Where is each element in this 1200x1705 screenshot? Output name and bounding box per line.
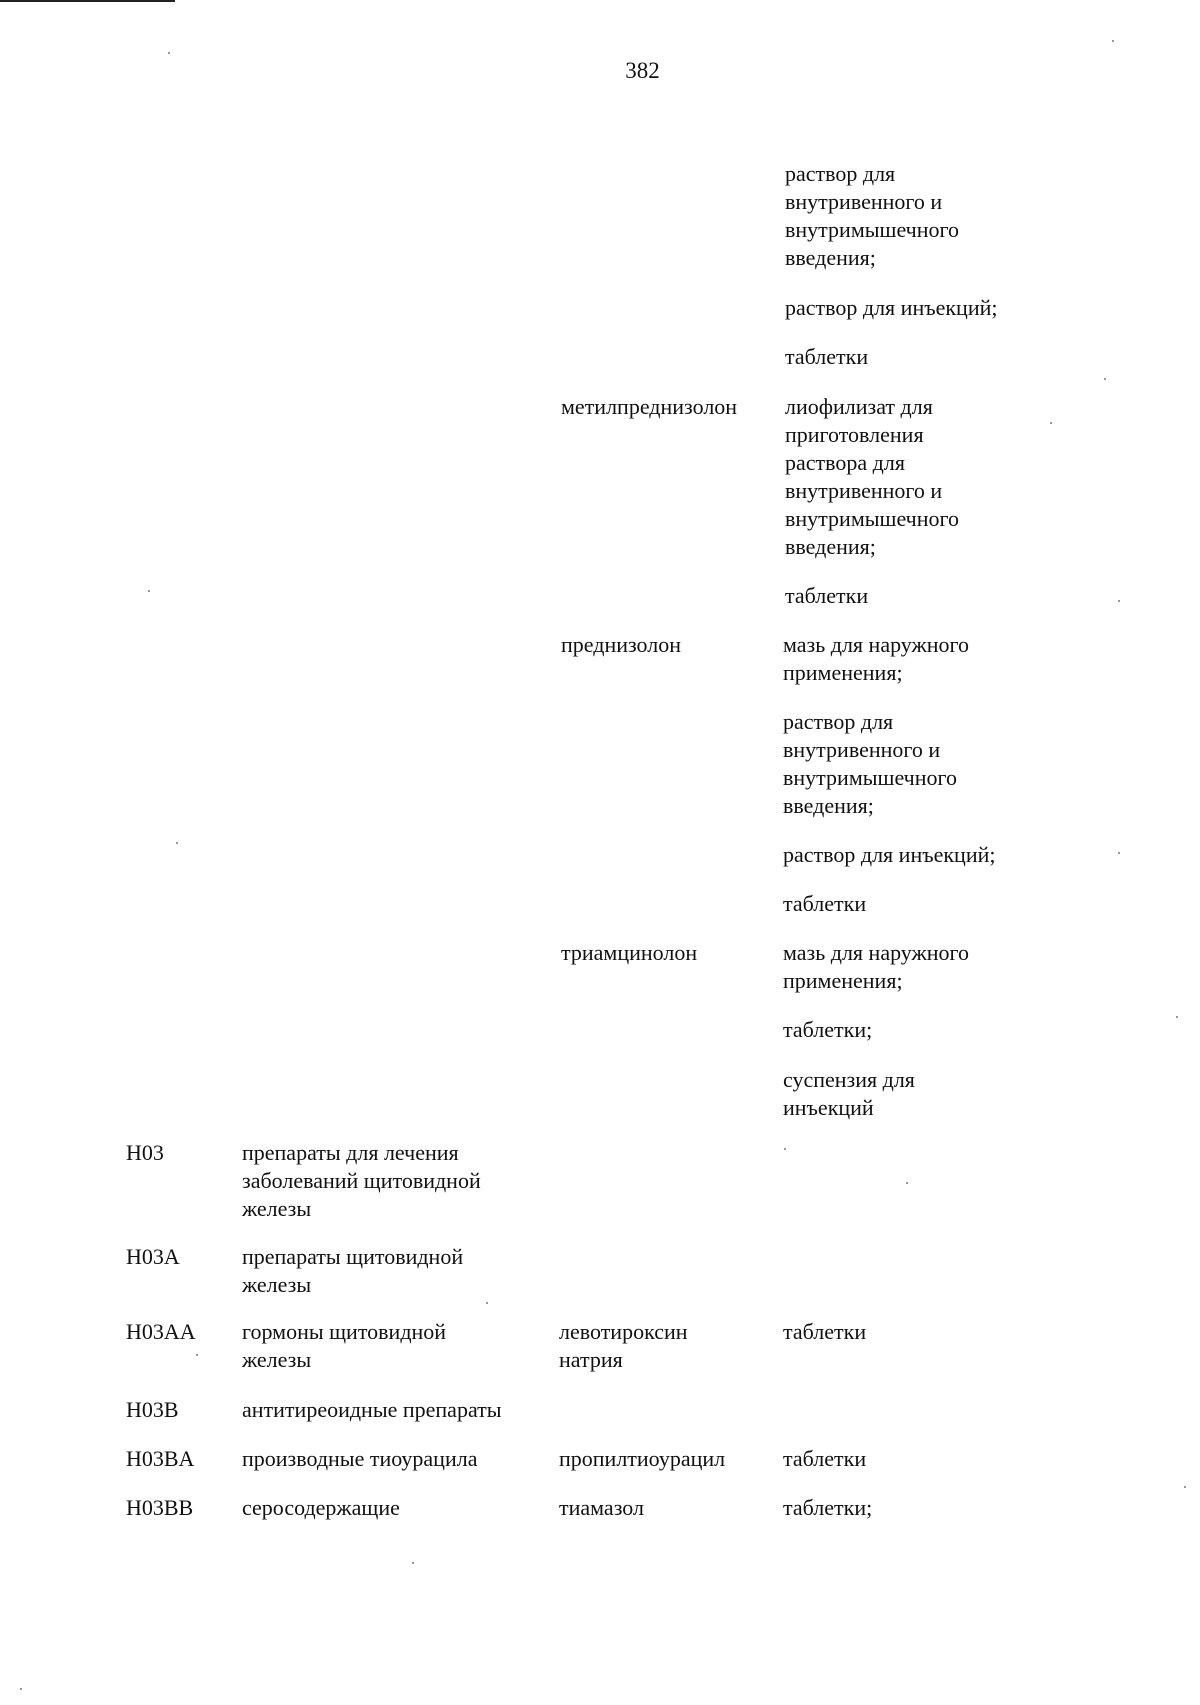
dosage-form: лиофилизат для приготовления раствора для внутривенного и внутримышечного введения;	[785, 394, 959, 559]
dosage-form: таблетки	[785, 583, 869, 608]
dosage-form: таблетки	[783, 1446, 867, 1471]
scan-speck	[906, 1182, 908, 1184]
dosage-form: раствор для внутривенного и внутримышечного введения;	[783, 709, 957, 818]
drug-name: левотироксин натрия	[559, 1319, 688, 1372]
atc-code: H03BA	[126, 1446, 195, 1471]
drug-name-triamcinolone: триамцинолон	[561, 940, 698, 965]
atc-group-name: антитиреоидные препараты	[242, 1397, 502, 1422]
atc-group-name: серосодержащие	[242, 1495, 400, 1520]
scan-speck	[176, 842, 178, 844]
atc-code: H03B	[126, 1397, 179, 1422]
scan-speck	[1118, 600, 1120, 602]
scan-speck	[412, 1562, 414, 1564]
scan-speck	[1184, 1486, 1186, 1488]
drug-name-methylprednisolone: метилпреднизолон	[561, 394, 738, 419]
scan-speck	[486, 1302, 488, 1304]
scan-speck	[1104, 378, 1106, 380]
atc-code: H03AA	[126, 1319, 196, 1344]
atc-group-name: гормоны щитовидной железы	[242, 1319, 447, 1372]
drug-name: тиамазол	[559, 1495, 644, 1520]
atc-code: H03BB	[126, 1495, 194, 1520]
scan-speck	[1176, 1016, 1178, 1018]
atc-code: H03A	[126, 1244, 180, 1269]
dosage-form: таблетки	[783, 891, 867, 916]
dosage-form: таблетки	[783, 1319, 867, 1344]
atc-group-name: производные тиоурацила	[242, 1446, 478, 1471]
drug-name-prednisolone: преднизолон	[561, 632, 682, 657]
dosage-form: суспензия для инъекций	[783, 1067, 915, 1120]
scan-speck	[1118, 852, 1120, 854]
drug-name: пропилтиоурацил	[559, 1446, 726, 1471]
dosage-form: раствор для внутривенного и внутримышечного введения;	[785, 161, 959, 270]
dosage-form: таблетки	[785, 344, 869, 369]
atc-group-name: препараты щитовидной железы	[242, 1244, 464, 1297]
scan-speck	[1050, 422, 1052, 424]
dosage-form: мазь для наружного применения;	[783, 940, 969, 993]
dosage-form: раствор для инъекций;	[785, 295, 998, 320]
scan-speck	[784, 1148, 786, 1150]
dosage-form: раствор для инъекций;	[783, 842, 996, 867]
scan-edge-mark	[0, 0, 175, 2]
atc-group-name: препараты для лечения заболеваний щитовидной железы	[242, 1140, 481, 1221]
scan-speck	[1112, 40, 1114, 42]
page-number: 382	[625, 58, 660, 83]
atc-code: H03	[126, 1140, 164, 1165]
scan-speck	[148, 590, 150, 592]
scan-speck	[168, 52, 170, 54]
dosage-form: таблетки;	[783, 1017, 873, 1042]
dosage-form: таблетки;	[783, 1495, 873, 1520]
scan-speck	[20, 1688, 22, 1690]
dosage-form: мазь для наружного применения;	[783, 632, 969, 685]
scan-speck	[196, 1354, 198, 1356]
